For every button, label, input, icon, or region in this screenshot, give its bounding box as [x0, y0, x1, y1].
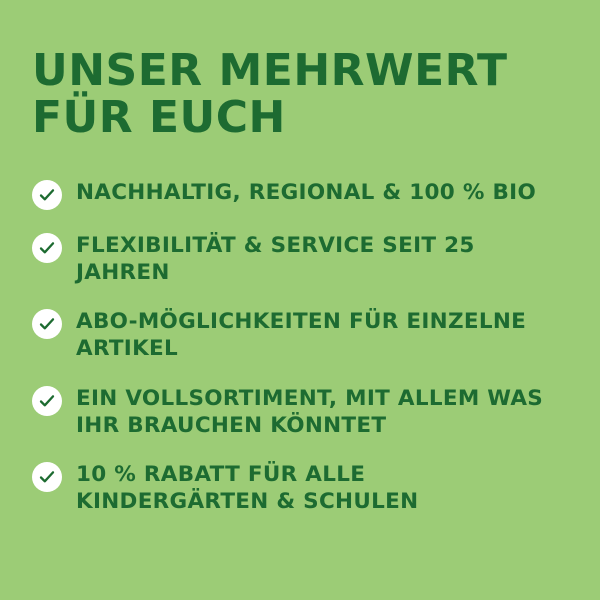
check-icon: [32, 462, 62, 492]
list-item: [32, 179, 560, 210]
list-item: [32, 461, 560, 515]
check-icon: [32, 386, 62, 416]
check-icon: [32, 309, 62, 339]
list-item: [32, 308, 560, 362]
check-icon: [32, 233, 62, 263]
check-icon: [32, 180, 62, 210]
benefits-list: [32, 179, 560, 515]
list-item: [32, 232, 560, 286]
list-item-label: NACHHALTIG, REGIONAL & 100 % BIO: [76, 180, 537, 206]
page-title: [32, 45, 508, 143]
page-title-line-1: UNSER MEHRWERT: [32, 45, 508, 96]
list-item-label: FLEXIBILITÄT & SERVICE SEIT 25 JAHREN: [76, 233, 475, 286]
list-item-label: EIN VOLLSORTIMENT, MIT ALLEM WAS IHR BRAUCHEN KÖNNTET: [76, 385, 544, 438]
list-item-label: 10 % RABATT FÜR ALLE KINDERGÄRTEN & SCHULEN: [76, 461, 419, 514]
page-title-line-2: FÜR EUCH: [32, 91, 286, 143]
list-item: [32, 385, 560, 439]
list-item-label: ABO-MÖGLICHKEITEN FÜR EINZELNE ARTIKEL: [76, 309, 527, 362]
